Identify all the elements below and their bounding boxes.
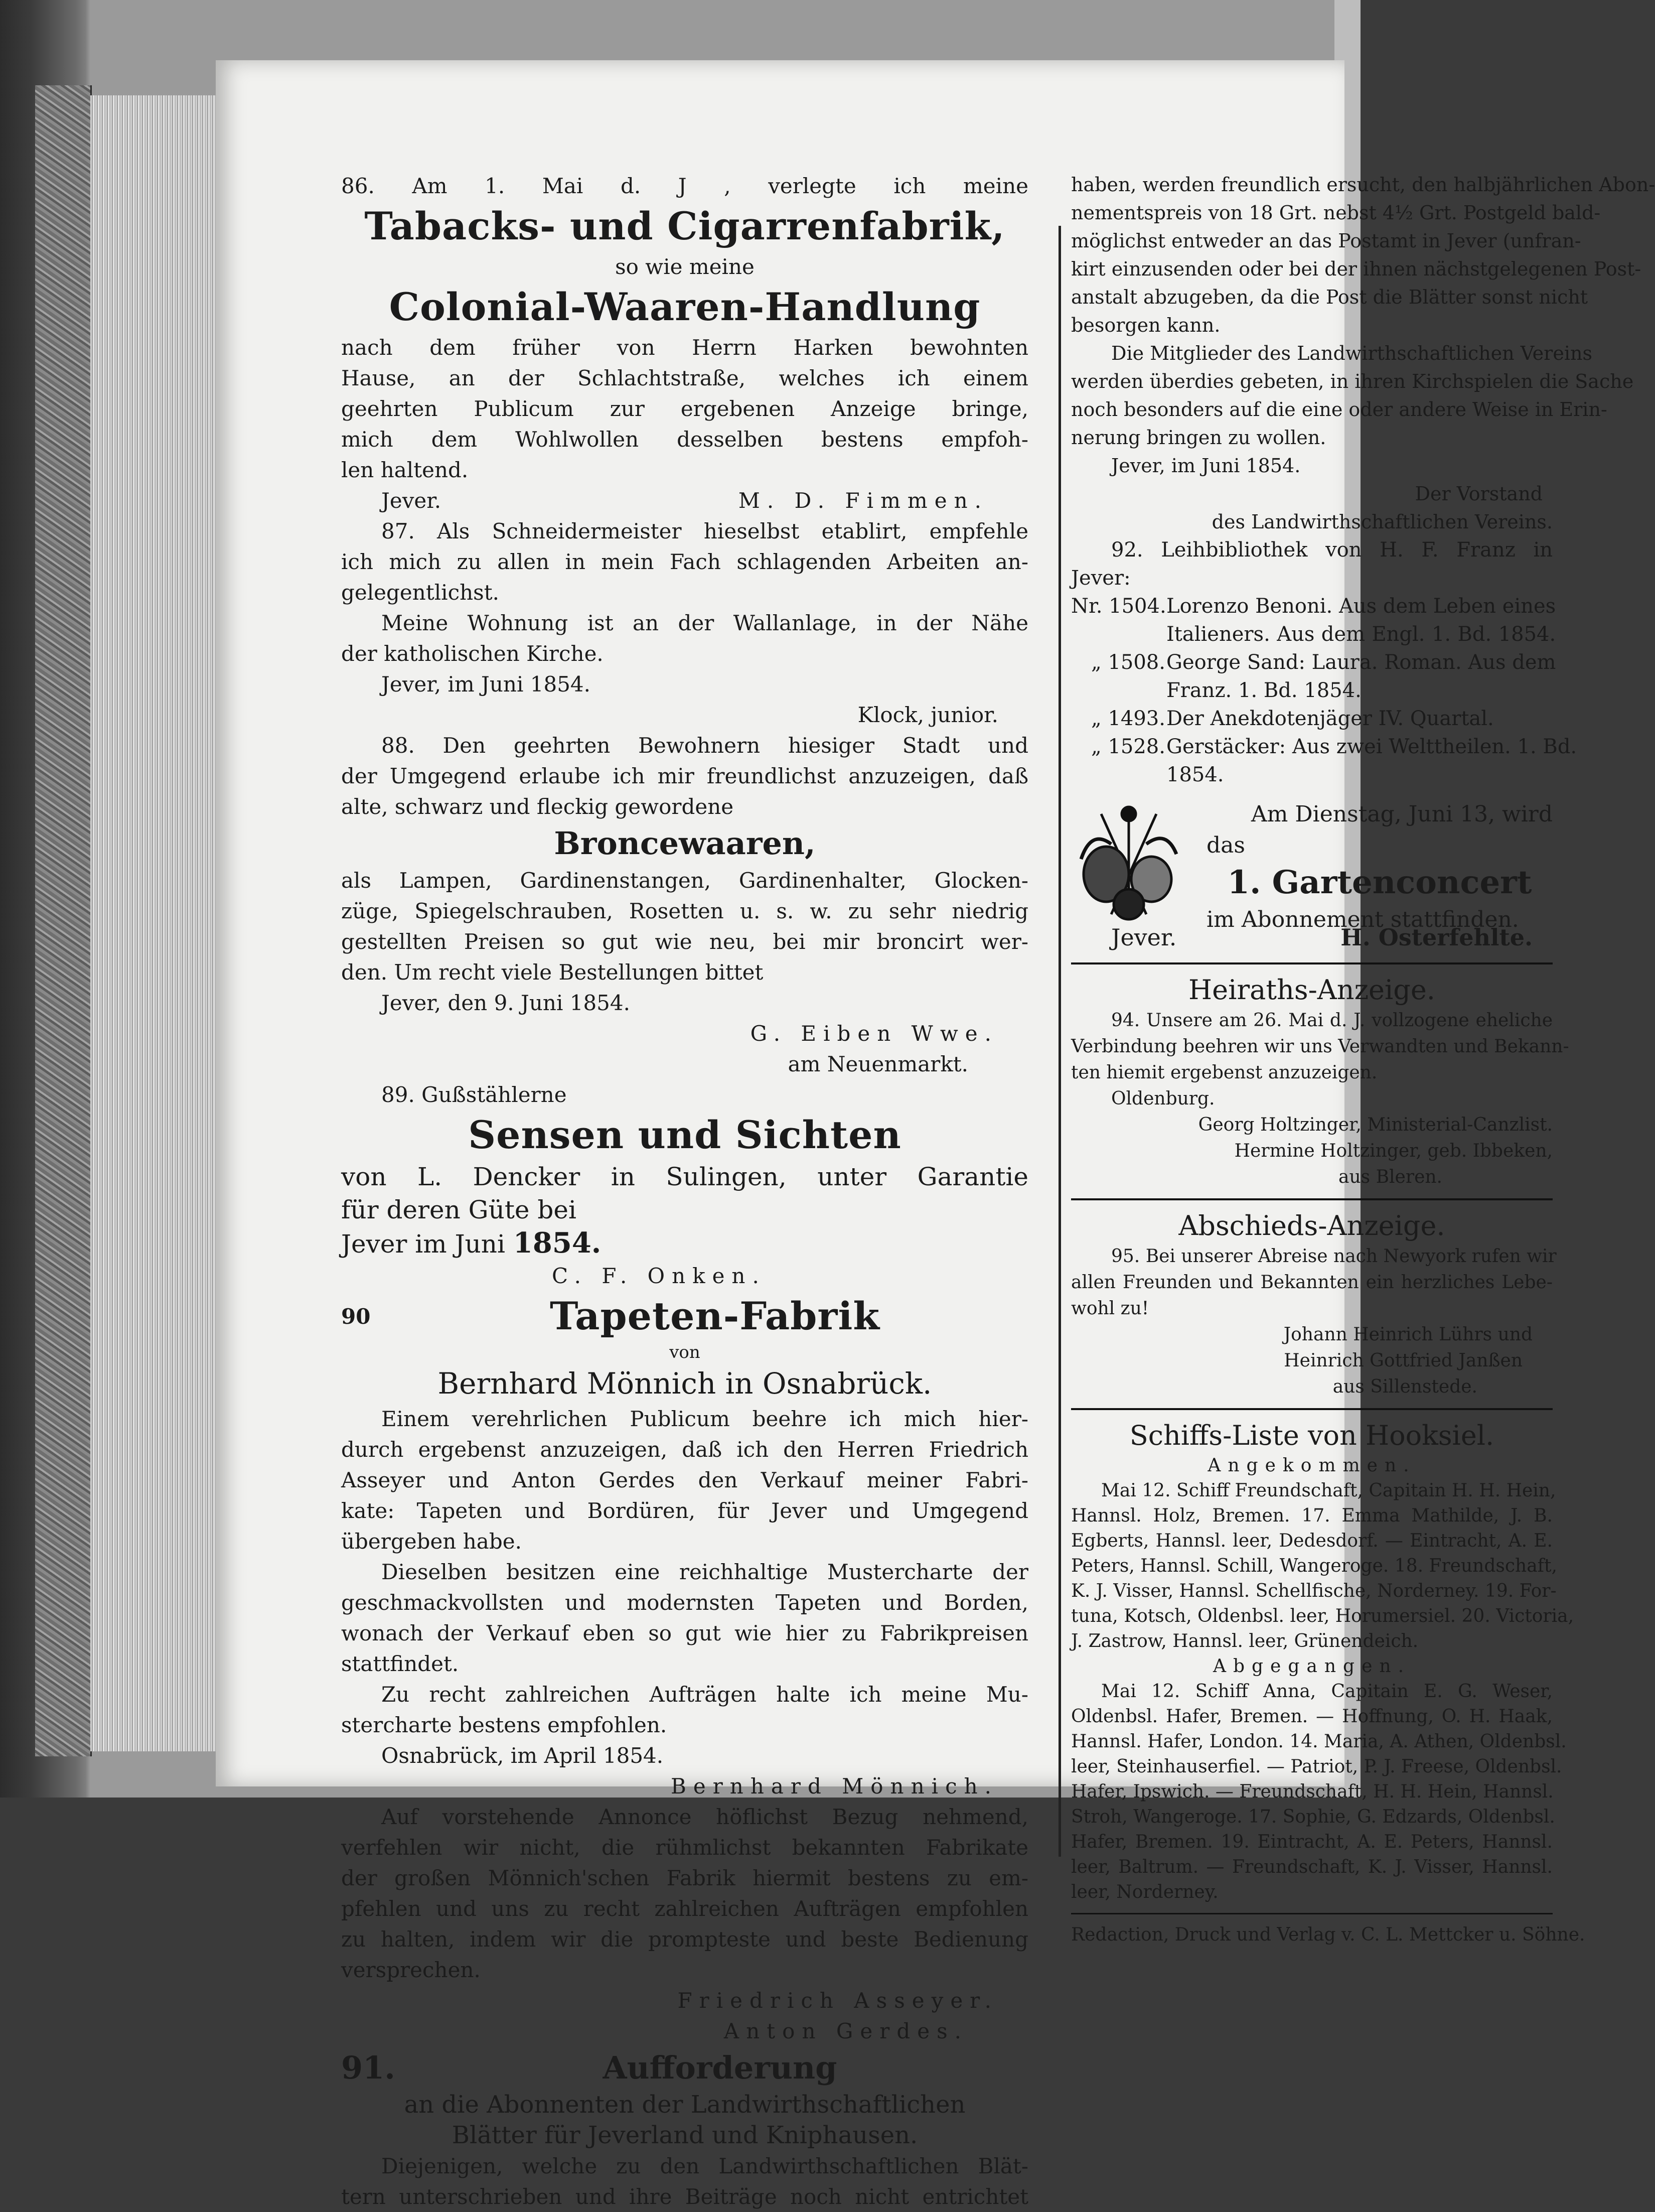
library-entry-text: [1166, 733, 1577, 789]
ad-88-body-line: 88. Den geehrten Bewohnern hiesiger Stadt und: [381, 733, 1028, 758]
ship-list-arrived-line: Peters, Hannsl. Schill, Wangeroge. 18. Freundschaft,: [1071, 1556, 1557, 1576]
ad-86-body-line: geehrten Publicum zur ergebenen Anzeige bringe,: [341, 396, 1028, 421]
ad-95-heading: Abschieds-Anzeige.: [1178, 1210, 1445, 1241]
ship-list-departed-line: Oldenbsl. Hafer, Bremen. — Hoffnung, O. H. Haak,: [1071, 1706, 1553, 1727]
ad-88-body2-line: züge, Spiegelschrauben, Rosetten u. s. w. zu sehr niedrig: [341, 899, 1028, 923]
ad-91-cont-line: kirt einzusenden oder bei der ihnen nächstgelegenen Post-: [1071, 258, 1641, 280]
advertisement-89: [341, 1079, 1028, 1291]
ad-91-heading: Aufforderung: [603, 2049, 837, 2086]
ad-90-signature-3: Anton Gerdes.: [723, 2019, 968, 2043]
ad-90-body2-line: Auf vorstehende Annonce höflichst Bezug nehmend,: [381, 1805, 1028, 1829]
ship-list-departed-line: Hafer, Ipswich. — Freundschaft, H. H. Hein, Hannsl.: [1071, 1781, 1554, 1802]
section-rule: [1071, 962, 1553, 964]
ad-95-signature-2: Heinrich Gottfried Janßen: [1284, 1350, 1523, 1371]
ad-88-body2-line: gestellten Preisen so gut wie neu, bei mir broncirt wer-: [341, 929, 1028, 954]
advertisement-91: [341, 2046, 1028, 2212]
ad-93-place: Jever.: [1111, 924, 1177, 951]
ad-87-body-line: Meine Wohnung ist an der Wallanlage, in der Nähe: [381, 611, 1028, 635]
ad-91-cont-line: besorgen kann.: [1071, 314, 1221, 336]
ad-90-body-line: geschmackvollsten und modernsten Tapeten und Borden,: [341, 1590, 1028, 1615]
ad-90-heading: Tapeten-Fabrik: [549, 1294, 880, 1338]
library-entry-number: „ 1528.: [1091, 735, 1165, 758]
newspaper-page: [216, 60, 1655, 2209]
ad-91-cont-line: haben, werden freundlich ersucht, den halbjährlichen Abon-: [1071, 174, 1655, 196]
advertisement-94: [1071, 973, 1569, 1190]
ad-91-body-line: Diejenigen, welche zu den Landwirthschaftlichen Blät-: [381, 2154, 1028, 2178]
library-entry: [1071, 648, 1556, 705]
section-rule: [1071, 1913, 1553, 1914]
ad-93-signature: H. Osterfehlte.: [1340, 924, 1533, 951]
ship-list-arrived-label: Angekommen.: [1208, 1455, 1416, 1476]
ad-90-body2-line: zu halten, indem wir die prompteste und beste Bedienung: [341, 1927, 1028, 1952]
ad-90-signature-2: Friedrich Asseyer.: [677, 1988, 998, 2013]
ad-90-title-row: [341, 1291, 1028, 1341]
ad-86-sub: so wie meine: [615, 254, 755, 279]
advertisement-86: [341, 171, 1028, 516]
column-divider: [1059, 226, 1061, 1857]
section-rule: [1071, 1408, 1553, 1410]
ad-93-line-3: im Abonnement stattfinden.: [1207, 907, 1519, 932]
ad-94-heading: Heiraths-Anzeige.: [1188, 974, 1435, 1006]
marbled-book-cover: [35, 85, 92, 1756]
ad-90-body-line: kate: Tapeten und Bordüren, für Jever und Umgegend: [341, 1498, 1028, 1523]
right-column: [1071, 171, 1655, 1948]
ad-89-heading: Sensen und Sichten: [468, 1113, 901, 1157]
ship-list-arrived-line: Egberts, Hannsl. leer, Dedesdorf. — Eintracht, A. E.: [1071, 1531, 1553, 1551]
library-entry-text: [1166, 592, 1556, 648]
ad-91-cont-line: möglichst entweder an das Postamt in Jever (unfran-: [1071, 230, 1581, 252]
ad-93-text: [1207, 799, 1553, 935]
page-edges: [90, 95, 216, 1751]
library-entry-text: [1166, 705, 1553, 733]
ad-91-body-line: tern unterschrieben und ihre Beiträge noch nicht entrichtet: [341, 2184, 1028, 2209]
ad-87-body-line: 87. Als Schneidermeister hieselbst etablirt, empfehle: [381, 519, 1028, 543]
library-entry-line: Gerstäcker: Aus zwei Welttheilen. 1. Bd.: [1166, 735, 1577, 758]
library-entry-line: Der Anekdotenjäger IV. Quartal.: [1166, 707, 1494, 730]
ad-89-body-line: für deren Güte bei: [341, 1195, 576, 1224]
ad-88-body2-line: den. Um recht viele Bestellungen bittet: [341, 960, 764, 985]
ad-94-body-line: 94. Unsere am 26. Mai d. J. vollzogene eheliche: [1111, 1010, 1553, 1031]
ad-91-number: 91.: [341, 2049, 395, 2086]
ad-90-date: Osnabrück, im April 1854.: [381, 1743, 664, 1768]
ad-95-body-line: wohl zu!: [1071, 1298, 1149, 1319]
ship-list-departed-line: Mai 12. Schiff Anna, Capitain E. G. Weser,: [1101, 1681, 1553, 1702]
library-entry-line: Italieners. Aus dem Engl. 1. Bd. 1854.: [1166, 623, 1556, 646]
ad-86-body-line: Hause, an der Schlachtstraße, welches ich einem: [341, 366, 1028, 390]
ship-list-heading: Schiffs-Liste von Hooksiel.: [1129, 1420, 1494, 1451]
ad-89-signature: C. F. Onken.: [552, 1264, 766, 1288]
ship-list-departed-line: Stroh, Wangeroge. 17. Sophie, G. Edzards, Oldenbsl.: [1071, 1807, 1555, 1827]
library-entry-number: „ 1493.: [1091, 707, 1165, 730]
ad-92-intro-2: Jever:: [1071, 567, 1131, 590]
ad-95-body-line: 95. Bei unserer Abreise nach Newyork rufen wir: [1111, 1246, 1557, 1267]
ad-88-body2-line: als Lampen, Gardinenstangen, Gardinenhalter, Glocken-: [341, 868, 1028, 893]
ad-91-cont-line: anstalt abzugeben, da die Post die Blätter sonst nicht: [1071, 286, 1588, 308]
ship-list-departed-line: leer, Norderney.: [1071, 1882, 1219, 1902]
ad-89-date-row: [341, 1226, 1028, 1261]
ad-90-body2-line: verfehlen wir nicht, die rühmlichst bekannten Fabrikate: [341, 1835, 1028, 1860]
ad-86-body-line: nach dem früher von Herrn Harken bewohnten: [341, 335, 1028, 360]
ad-86-place: Jever.: [381, 488, 441, 513]
ad-86-signature-row: [341, 485, 1028, 516]
library-entry-number: „ 1508.: [1091, 651, 1165, 674]
ship-list-departed-line: Hannsl. Hafer, London. 14. Maria, A. Athen, Oldenbsl.: [1071, 1731, 1567, 1752]
music-instruments-ornament: [1071, 799, 1186, 929]
ad-93-line-2: das: [1207, 833, 1245, 858]
ad-89-year: 1854.: [513, 1226, 601, 1260]
ship-list-arrived-line: K. J. Visser, Hannsl. Schellfische, Norderney. 19. For-: [1071, 1581, 1557, 1601]
ad-91-title-row: [341, 2046, 1028, 2090]
ad-94-place: Oldenburg.: [1111, 1088, 1215, 1109]
library-entry-number: Nr. 1504.: [1071, 595, 1166, 618]
ad-88-signature: G. Eiben Wwe.: [750, 1021, 998, 1046]
ad-89-date: Jever im Juni: [341, 1229, 506, 1259]
ship-list-departed-line: Hafer, Bremen. 19. Eintracht, A. E. Peters, Hannsl.: [1071, 1832, 1553, 1852]
ship-list-arrived-line: J. Zastrow, Hannsl. leer, Grünendeich.: [1071, 1631, 1419, 1651]
ad-86-intro: 86. Am 1. Mai d. J , verlegte ich meine: [341, 174, 1028, 198]
ad-88-date: Jever, den 9. Juni 1854.: [381, 991, 630, 1015]
ad-95-signature-3: aus Sillenstede.: [1332, 1376, 1477, 1397]
ad-86-heading: Tabacks- und Cigarrenfabrik,: [364, 204, 1005, 248]
ad-91-cont-line: Die Mitglieder des Landwirthschaftlichen Vereins: [1111, 342, 1592, 364]
library-entry: [1071, 733, 1577, 789]
ad-90-body-line: Einem verehrlichen Publicum beehre ich mich hier-: [381, 1407, 1028, 1431]
ad-90-number: 90: [341, 1304, 371, 1329]
library-entry-line: Lorenzo Benoni. Aus dem Leben eines: [1166, 595, 1556, 618]
ad-90-body-line: Zu recht zahlreichen Aufträgen halte ich meine Mu-: [381, 1682, 1028, 1707]
ad-92-intro: 92. Leihbibliothek von H. F. Franz in: [1111, 538, 1553, 562]
ad-91-sub-1: an die Abonnenten der Landwirthschaftlichen: [404, 2091, 966, 2119]
ship-list-departed-label: Abgegangen.: [1213, 1656, 1411, 1677]
advertisement-93: [1071, 799, 1553, 954]
ad-90-body-line: stattfindet.: [341, 1651, 459, 1676]
ad-91-cont-signature-2: des Landwirthschaftlichen Vereins.: [1212, 511, 1553, 533]
ad-91-cont-line: werden überdies gebeten, in ihren Kirchspielen die Sache: [1071, 370, 1634, 392]
ad-91-sub-2: Blätter für Jeverland und Kniphausen.: [452, 2121, 918, 2149]
ad-91-cont-line: nerung bringen zu wollen.: [1071, 427, 1326, 449]
ad-87-signature: Klock, junior.: [857, 703, 998, 727]
ad-86-heading-2: Colonial-Waaren-Handlung: [389, 285, 981, 329]
ad-90-body2-line: der großen Mönnich'schen Fabrik hiermit bestens zu em-: [341, 1866, 1028, 1890]
ad-94-signature-2: Hermine Holtzinger, geb. Ibbeken,: [1234, 1141, 1553, 1161]
ad-89-body-line: von L. Dencker in Sulingen, unter Garantie: [341, 1162, 1028, 1191]
ad-86-signature: M. D. Fimmen.: [738, 488, 988, 513]
ad-91-cont-line: nementspreis von 18 Grt. nebst 4½ Grt. Postgeld bald-: [1071, 202, 1601, 224]
ad-87-body-line: ich mich zu allen in mein Fach schlagenden Arbeiten an-: [341, 549, 1028, 574]
library-entry-line: George Sand: Laura. Roman. Aus dem: [1166, 651, 1556, 674]
ad-90-body-line: Asseyer und Anton Gerdes den Verkauf meiner Fabri-: [341, 1468, 1028, 1492]
library-entry-line: 1854.: [1166, 763, 1224, 786]
library-entry-line: Franz. 1. Bd. 1854.: [1166, 679, 1362, 702]
library-entry-text: [1166, 648, 1556, 705]
ad-90-von: von: [669, 1342, 700, 1362]
ad-91-cont-line: noch besonders auf die eine oder andere Weise in Erin-: [1071, 398, 1607, 421]
ad-90-body-line: stercharte bestens empfohlen.: [341, 1713, 667, 1737]
advertisement-88: [341, 730, 1028, 1079]
ad-93-signature-row: [1111, 921, 1533, 953]
ad-94-signature-3: aus Bleren.: [1338, 1167, 1442, 1187]
advertisement-91-continued: [1071, 171, 1655, 536]
imprint: Redaction, Druck und Verlag v. C. L. Mettcker u. Söhne.: [1071, 1924, 1585, 1945]
ad-93-line-1: Am Dienstag, Juni 13, wird: [1251, 801, 1553, 827]
library-entry: [1071, 705, 1553, 733]
ship-list-departed-line: leer, Steinhauserfiel. — Patriot, P. J. Freese, Oldenbsl.: [1071, 1756, 1562, 1777]
advertisement-92: [1071, 536, 1577, 789]
ad-88-body-line: der Umgegend erlaube ich mir freundlichst anzuzeigen, daß: [341, 764, 1028, 788]
ad-87-date: Jever, im Juni 1854.: [381, 672, 591, 697]
ship-list-arrived-line: Mai 12. Schiff Freundschaft, Capitain H. H. Hein,: [1101, 1480, 1556, 1501]
ad-88-heading: Broncewaaren,: [554, 825, 816, 862]
advertisement-90: [341, 1291, 1028, 2046]
ad-94-body-line: Verbindung beehren wir uns Verwandten und Bekann-: [1071, 1036, 1569, 1057]
ad-95-body-line: allen Freunden und Bekannten ein herzliches Lebe-: [1071, 1272, 1553, 1293]
left-column: [341, 171, 1028, 2212]
ad-95-signature-1: Johann Heinrich Lührs und: [1283, 1324, 1533, 1345]
ship-list-arrived-line: Hannsl. Holz, Bremen. 17. Emma Mathilde, J. B.: [1071, 1505, 1553, 1526]
ad-89-intro: 89. Gußstählerne: [381, 1082, 567, 1107]
ad-90-body2-line: versprechen.: [341, 1958, 481, 1982]
ship-list-arrived-line: tuna, Kotsch, Oldenbsl. leer, Horumersiel. 20. Victoria,: [1071, 1606, 1574, 1626]
ad-90-body-line: Dieselben besitzen eine reichhaltige Mustercharte der: [381, 1560, 1028, 1584]
ad-88-body-line: alte, schwarz und fleckig gewordene: [341, 794, 734, 819]
ad-90-body-line: durch ergebenst anzuzeigen, daß ich den Herren Friedrich: [341, 1437, 1028, 1462]
ad-94-signature-1: Georg Holtzinger, Ministerial-Canzlist.: [1198, 1115, 1553, 1135]
advertisement-87: [341, 516, 1028, 730]
ad-86-body-line: len haltend.: [341, 458, 469, 482]
ad-90-body2-line: pfehlen und uns zu recht zahlreichen Aufträgen empfohlen: [341, 1896, 1028, 1921]
ad-94-body-line: ten hiemit ergebenst anzuzeigen.: [1071, 1062, 1378, 1083]
ad-90-body-line: wonach der Verkauf eben so gut wie hier zu Fabrikpreisen: [341, 1621, 1028, 1645]
ad-90-body-line: übergeben habe.: [341, 1529, 522, 1554]
ad-91-cont-signature-1: Der Vorstand: [1415, 483, 1543, 505]
ad-86-body-line: mich dem Wohlwollen desselben bestens empfoh-: [341, 427, 1028, 452]
ad-91-cont-date: Jever, im Juni 1854.: [1111, 455, 1301, 477]
section-rule: [1071, 1198, 1553, 1200]
ad-93-heading: 1. Gartenconcert: [1227, 864, 1532, 901]
ad-87-body-line: der katholischen Kirche.: [341, 641, 604, 666]
ad-88-signature-address: am Neuenmarkt.: [788, 1052, 968, 1076]
advertisement-95: [1071, 1208, 1557, 1400]
ad-90-heading-2: Bernhard Mönnich in Osnabrück.: [437, 1366, 932, 1401]
ship-list-departed-line: leer, Baltrum. — Freundschaft, K. J. Visser, Hannsl.: [1071, 1857, 1553, 1877]
ad-90-signature: Bernhard Mönnich.: [671, 1774, 998, 1799]
ship-list: [1071, 1418, 1574, 1905]
library-entry: [1071, 592, 1556, 648]
ad-87-body-line: gelegentlichst.: [341, 580, 499, 605]
